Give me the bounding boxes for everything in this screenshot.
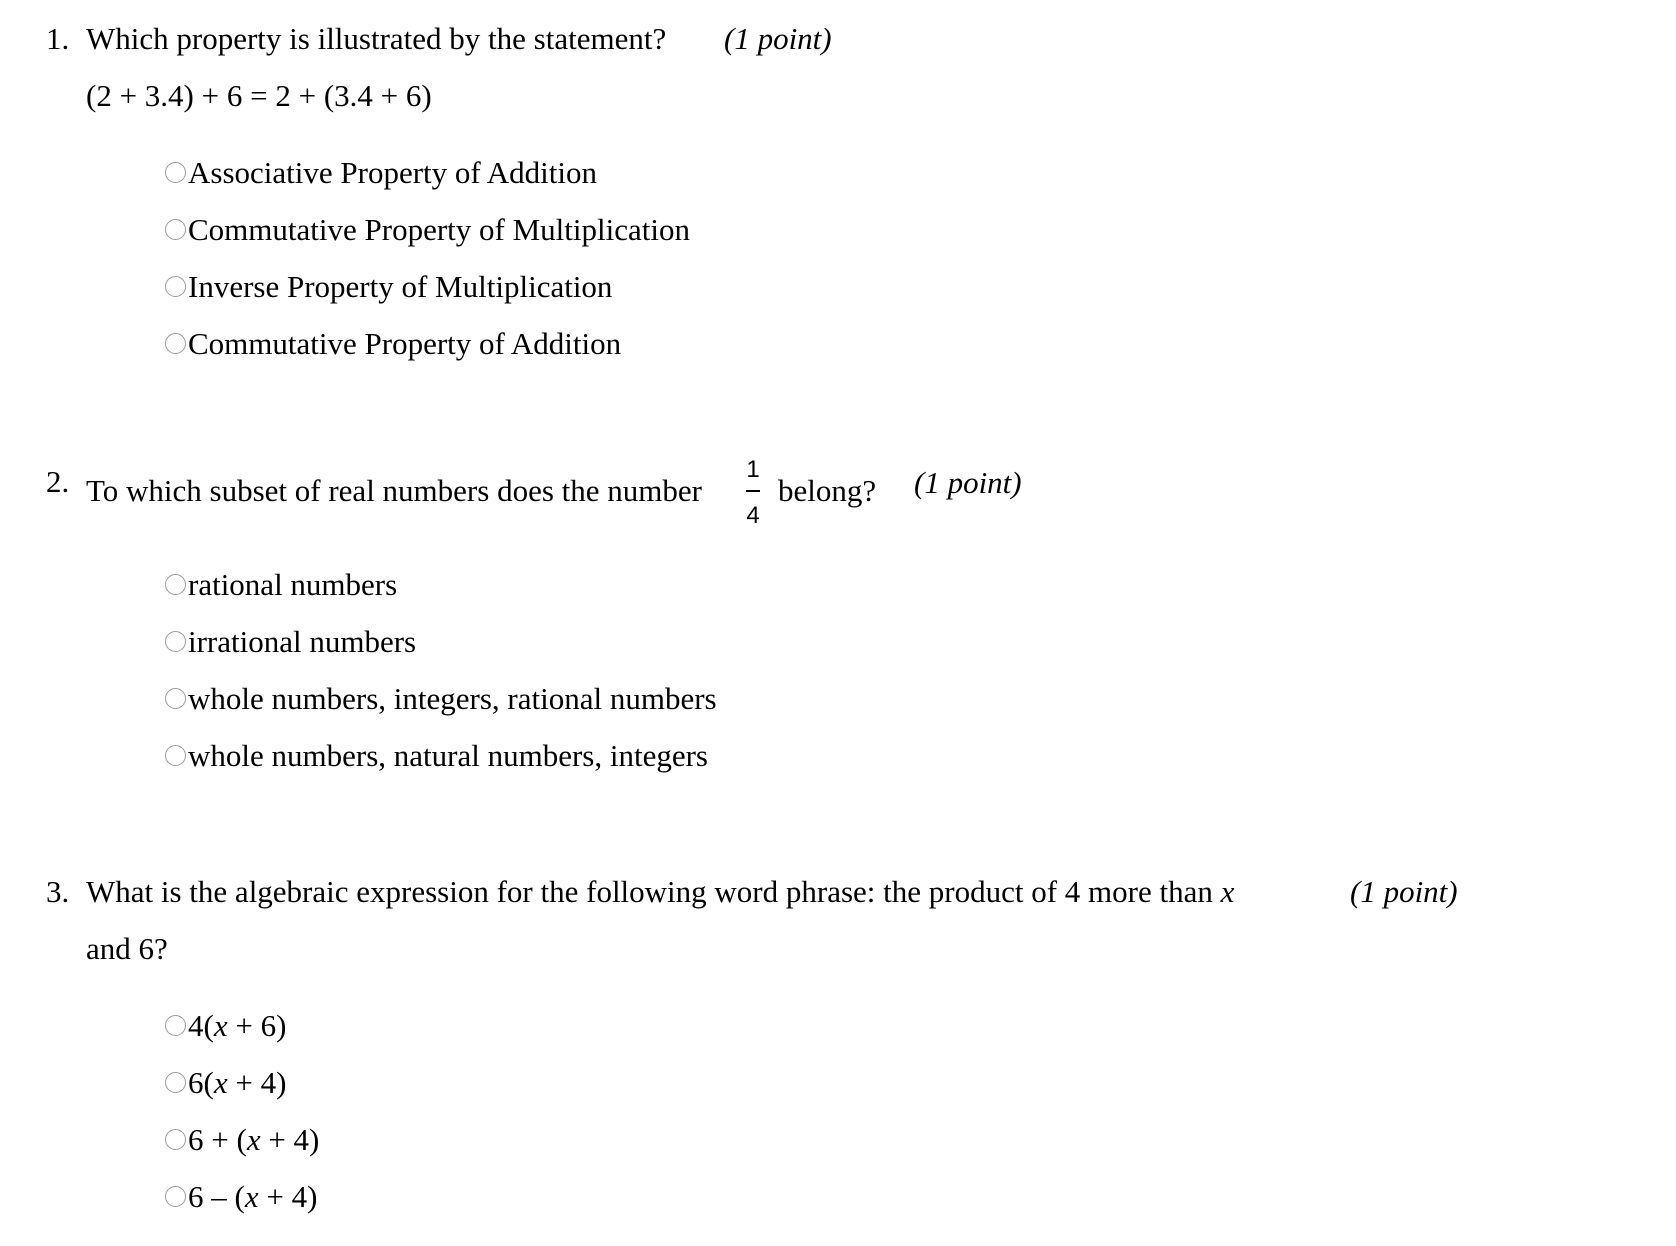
answer-option[interactable] — [165, 268, 612, 304]
radio-button[interactable] — [165, 276, 186, 297]
answer-option-label[interactable]: Inverse Property of Multiplication — [188, 268, 613, 304]
answer-option[interactable] — [165, 325, 621, 361]
radio-button[interactable] — [165, 1072, 186, 1093]
question-number: 2. — [46, 464, 70, 499]
answer-option[interactable] — [165, 1064, 286, 1100]
radio-button[interactable] — [165, 162, 186, 183]
radio-button[interactable] — [165, 219, 186, 240]
question-text-line: What is the algebraic expression for the following word phrase: the product of 4 more than — [86, 874, 1213, 909]
radio-button[interactable] — [165, 333, 186, 354]
question-text: Which property is illustrated by the statement? — [86, 21, 667, 56]
answer-option[interactable] — [165, 566, 397, 602]
question-points: (1 point) — [724, 21, 832, 56]
question-text: To which subset of real numbers does the number — [86, 473, 702, 508]
answer-option-label[interactable]: rational numbers — [188, 566, 398, 602]
fraction-denominator: 4 — [746, 502, 760, 529]
question-expression: (2 + 3.4) + 6 = 2 + (3.4 + 6) — [86, 78, 432, 113]
radio-button[interactable] — [165, 1015, 186, 1036]
answer-option[interactable] — [165, 623, 416, 659]
question-number: 1. — [46, 21, 70, 56]
answer-option-label[interactable]: 6 + (x + 4) — [188, 1121, 320, 1157]
answer-option-label[interactable]: whole numbers, natural numbers, integers — [188, 737, 708, 773]
answer-option-label[interactable]: 6 – (x + 4) — [188, 1178, 318, 1214]
question-number: 3. — [46, 874, 70, 909]
answer-option-label[interactable]: Associative Property of Addition — [188, 154, 597, 190]
answer-option[interactable] — [165, 211, 690, 247]
variable-x: x — [1220, 874, 1235, 909]
answer-option[interactable] — [165, 737, 708, 773]
answer-option[interactable] — [165, 1178, 317, 1214]
radio-button[interactable] — [165, 745, 186, 766]
answer-option-label[interactable]: Commutative Property of Addition — [188, 325, 622, 361]
radio-button[interactable] — [165, 688, 186, 709]
radio-button[interactable] — [165, 1129, 186, 1150]
answer-option[interactable] — [165, 680, 717, 716]
answer-option[interactable] — [165, 154, 597, 190]
question-text-continued: and 6? — [86, 931, 168, 966]
answer-option-label[interactable]: 4(x + 6) — [188, 1007, 287, 1043]
question-text — [86, 876, 1234, 907]
answer-option[interactable] — [165, 1007, 286, 1043]
radio-button[interactable] — [165, 631, 186, 652]
radio-button[interactable] — [165, 574, 186, 595]
answer-option[interactable] — [165, 1121, 319, 1157]
radio-button[interactable] — [165, 1186, 186, 1207]
question-points: (1 point) — [1350, 874, 1458, 909]
answer-option-label[interactable]: irrational numbers — [188, 623, 417, 659]
answer-option-label[interactable]: Commutative Property of Multiplication — [188, 211, 690, 247]
question-text-continued: belong? — [778, 473, 877, 508]
fraction-bar — [746, 490, 760, 492]
question-points: (1 point) — [914, 465, 1022, 500]
answer-option-label[interactable]: whole numbers, integers, rational numbers — [188, 680, 717, 716]
answer-option-label[interactable]: 6(x + 4) — [188, 1064, 287, 1100]
fraction-numerator: 1 — [746, 456, 760, 483]
